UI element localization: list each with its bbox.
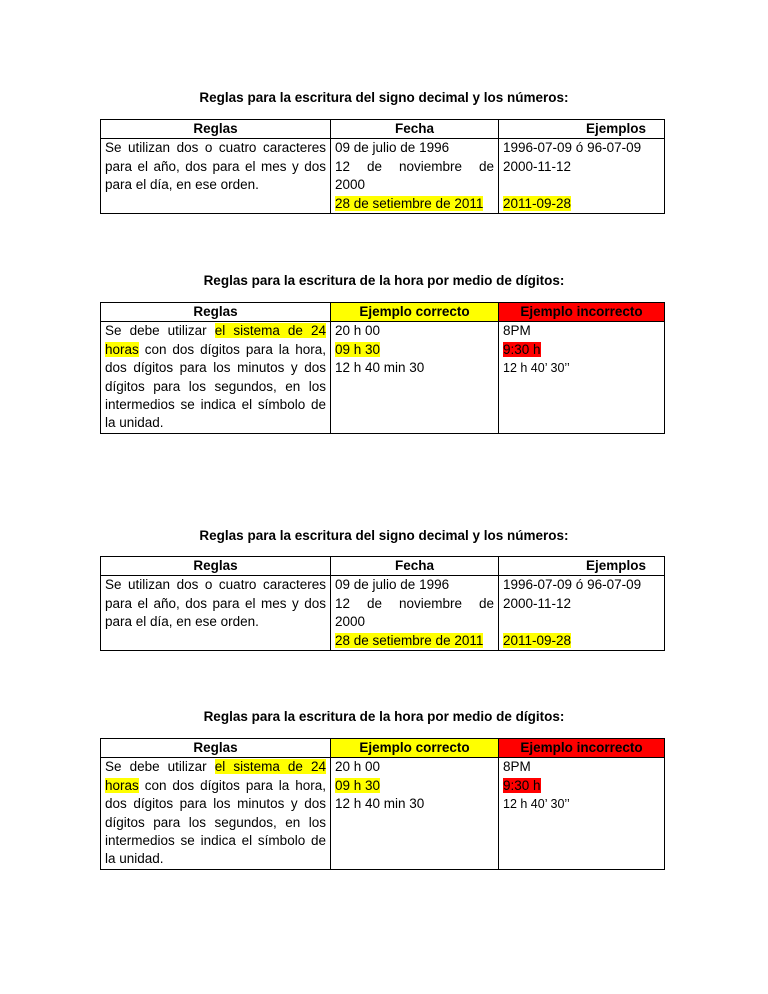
correcto-cell: 20 h 00 09 h 30 12 h 40 min 30 [331, 322, 499, 433]
section-title: Reglas para la escritura de la hora por medio de dígitos: [203, 709, 565, 724]
fecha-cell: 09 de julio de 1996 12 de noviembre de 2000 28 de setiembre de 2011 [331, 139, 499, 214]
section-title: Reglas para la escritura del signo decimal y los números: [199, 90, 569, 105]
header-incorrecto: Ejemplo incorrecto [499, 303, 665, 322]
highlighted-correct: 09 h 30 [335, 777, 381, 793]
date-rules-table [100, 556, 665, 651]
header-incorrecto: Ejemplo incorrecto [499, 739, 665, 758]
highlighted-incorrect: 9:30 h [503, 777, 541, 793]
reglas-cell: Se debe utilizar el sistema de 24 horas con dos dígitos para la hora, dos dígitos para los minutos y dos dígitos para los segundos, en los intermedios se indica el símbolo de la unidad. [101, 322, 331, 433]
section-title: Reglas para la escritura del signo decimal y los números: [199, 528, 569, 543]
header-reglas: Reglas [101, 303, 331, 322]
highlighted-example: 2011-09-28 [503, 632, 572, 648]
highlighted-date: 28 de setiembre de 2011 [335, 632, 484, 648]
header-reglas: Reglas [101, 739, 331, 758]
highlighted-example: 2011-09-28 [503, 195, 572, 211]
highlighted-rule: el sistema de 24 horas [105, 323, 326, 357]
header-ejemplos: Ejemplos [499, 120, 665, 139]
highlighted-incorrect: 9:30 h [503, 341, 541, 357]
date-rules-table [100, 119, 665, 214]
header-correcto: Ejemplo correcto [331, 739, 499, 758]
time-rules-table [100, 302, 665, 434]
time-rules-table [100, 738, 665, 870]
header-reglas: Reglas [101, 120, 331, 139]
highlighted-correct: 09 h 30 [335, 341, 381, 357]
ejemplos-cell: 1996-07-09 ó 96-07-09 2000-11-12 2011-09-28 [499, 576, 665, 651]
header-reglas: Reglas [101, 557, 331, 576]
fecha-cell: 09 de julio de 1996 12 de noviembre de 2000 28 de setiembre de 2011 [331, 576, 499, 651]
reglas-cell: Se utilizan dos o cuatro caracteres para el año, dos para el mes y dos para el día, en ese orden. [101, 139, 331, 214]
section-title: Reglas para la escritura de la hora por medio de dígitos: [203, 273, 565, 288]
reglas-cell: Se debe utilizar el sistema de 24 horas con dos dígitos para la hora, dos dígitos para los minutos y dos dígitos para los segundos, en los intermedios se indica el símbolo de la unidad. [101, 758, 331, 869]
reglas-cell: Se utilizan dos o cuatro caracteres para el año, dos para el mes y dos para el día, en ese orden. [101, 576, 331, 651]
incorrecto-cell: 8PM 9:30 h 12 h 40’ 30’’ [499, 322, 665, 433]
correcto-cell: 20 h 00 09 h 30 12 h 40 min 30 [331, 758, 499, 869]
highlighted-rule: el sistema de 24 horas [105, 759, 326, 793]
header-fecha: Fecha [331, 557, 499, 576]
header-ejemplos: Ejemplos [499, 557, 665, 576]
header-correcto: Ejemplo correcto [331, 303, 499, 322]
incorrecto-cell: 8PM 9:30 h 12 h 40’ 30’’ [499, 758, 665, 869]
header-fecha: Fecha [331, 120, 499, 139]
ejemplos-cell: 1996-07-09 ó 96-07-09 2000-11-12 2011-09-28 [499, 139, 665, 214]
highlighted-date: 28 de setiembre de 2011 [335, 195, 484, 211]
